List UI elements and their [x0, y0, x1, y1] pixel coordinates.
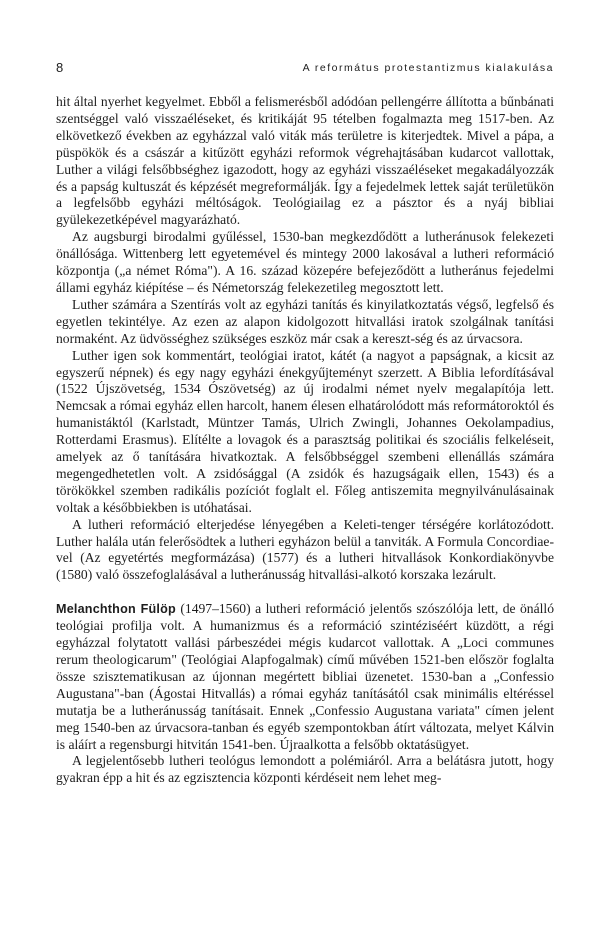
- paragraph-augsburg: Az augsburgi birodalmi gyűléssel, 1530-ban megkezdődött a lutheránusok felekezeti önállósága. Wittenberg lett egyetemével és mintegy 2000 lakosával a lutheri reformáció központja („a német Róma"). A 16. század közepére befejeződött a lutheránus fejedelmi állami egyház kiépítése – és Németország felekezetileg megosztott lett.: [56, 229, 554, 295]
- paragraph-melanchthon: [56, 601, 554, 753]
- running-title: A református protestantizmus kialakulása: [302, 62, 554, 74]
- paragraph-luther-works: Luther igen sok kommentárt, teológiai iratot, kátét (a nagyot a papságnak, a kicsit az egyszerű népnek) és egy nagy egyházi énekgyűjteményt szerzett. A Biblia lefordításával (1522 Újszövetség, 1534 Ószövetség) az új irodalmi német nyelv megalapítója lett. Nemcsak a római egyház ellen harcolt, hanem élesen elhatárolódott más reformátoroktól és humanistáktól (Karlstadt, Müntzer Tamás, Ulrich Zwingli, Johannes Oekolampadius, Rotterdami Erasmus). Elítélte a lovagok és a parasztság politikai és szociális felkeléseit, amelyek az ő tanítására hivatkoztak. A felsőbbséggel szembeni ellenállás számára megengedhetetlen volt. A zsidósággal (A zsidók és hazugságaik ellen, 1543) és a törökökkel szemben radikális pozíciót foglalt el. Főleg antiszemita megnyilvánulásainak voltak a későbbiekben is utóhatásai.: [56, 347, 554, 515]
- paragraph-last: A legjelentősebb lutheri teológus lemondott a polémiáról. Arra a belátásra jutott, hogy gyakran épp a hit és az egzisztencia központi kérdéseit nem lehet meg-: [56, 753, 554, 786]
- melanchthon-text: (1497–1560) a lutheri reformáció jelentős szószólója lett, de önálló teológiai profilja volt. A humanizmus és a reformáció szintéziséért küzdött, a régi egyházzal folytatott vallási párbeszédei mégis kudarcot vallottak. A „Loci communes rerum theologicarum" (Teológiai Alapfogalmak) című művében 1521-ben először foglalta össze szisztematikusan az újonnan megértett bibliai üzenetet. 1530-ban a „Confessio Augustana"-ban (Ágostai Hitvallás) a római egyház tanításától csak minimális eltéréssel mutatja be a lutheránusság tanításait. Ennek „Confessio Augustana variata" címen jelent meg 1540-ben az úrvacsora-tanban és egyéb szempontokban átírt változata, melyet Kálvin is aláírt a regensburgi hitvitán 1541-ben. Újraalkotta a felsőbb oktatásügyet.: [56, 601, 554, 752]
- lead-term-melanchthon: Melanchthon Fülöp: [56, 602, 176, 617]
- book-page: [56, 60, 554, 787]
- body-text: [56, 94, 554, 787]
- paragraph-scripture: Luther számára a Szentírás volt az egyházi tanítás és kinyilatkoztatás végső, legfelső és egyetlen tekintélye. Az ezen az alapon kidolgozott hitvallási iratok szolgálnak tanítási normaként. Az üdvösséghez szükséges eszköz már csak a kereszt-ség és az úrvacsora.: [56, 296, 554, 346]
- paragraph-continued: hit által nyerhet kegyelmet. Ebből a felismerésből adódóan pellengérre állította a bűnbánati szentséggel való visszaéléseket, és kritikáját 95 tételben fogalmazta meg 1517-ben. Az elkövetkező években az egyházzal való viták más területre is kiterjedtek. Mivel a pápa, a püspökök és a császár a kitűzött egyházi reformok végrehajtásában kudarcot vallottak, Luther a világi felsőbbséghez igazodott, hogy az egyházi visszaéléseket megakadályozzák és a papság kultuszát és képzését megreformálják. Így a fejedelmek lettek saját területükön a legfelsőbb egyházi méltóságok. Teológiailag ez a pásztor és a nyáj bibliai gyülekezetképével magyarázható.: [56, 94, 554, 228]
- page-number: 8: [56, 60, 64, 75]
- running-header: [56, 60, 554, 82]
- paragraph-spread: A lutheri reformáció elterjedése lényegében a Keleti-tenger térségére korlátozódott. Luther halála után felerősödtek a lutheri egyházon belül a tanviták. A Formula Concordiae-vel (Az egyetértés megformázása) (1577) és a lutheri hitvallások Konkordiakönyvbe (1580) való összefoglalásával a lutheránusság hitvallási-alkotó korszaka lezárult.: [56, 516, 554, 583]
